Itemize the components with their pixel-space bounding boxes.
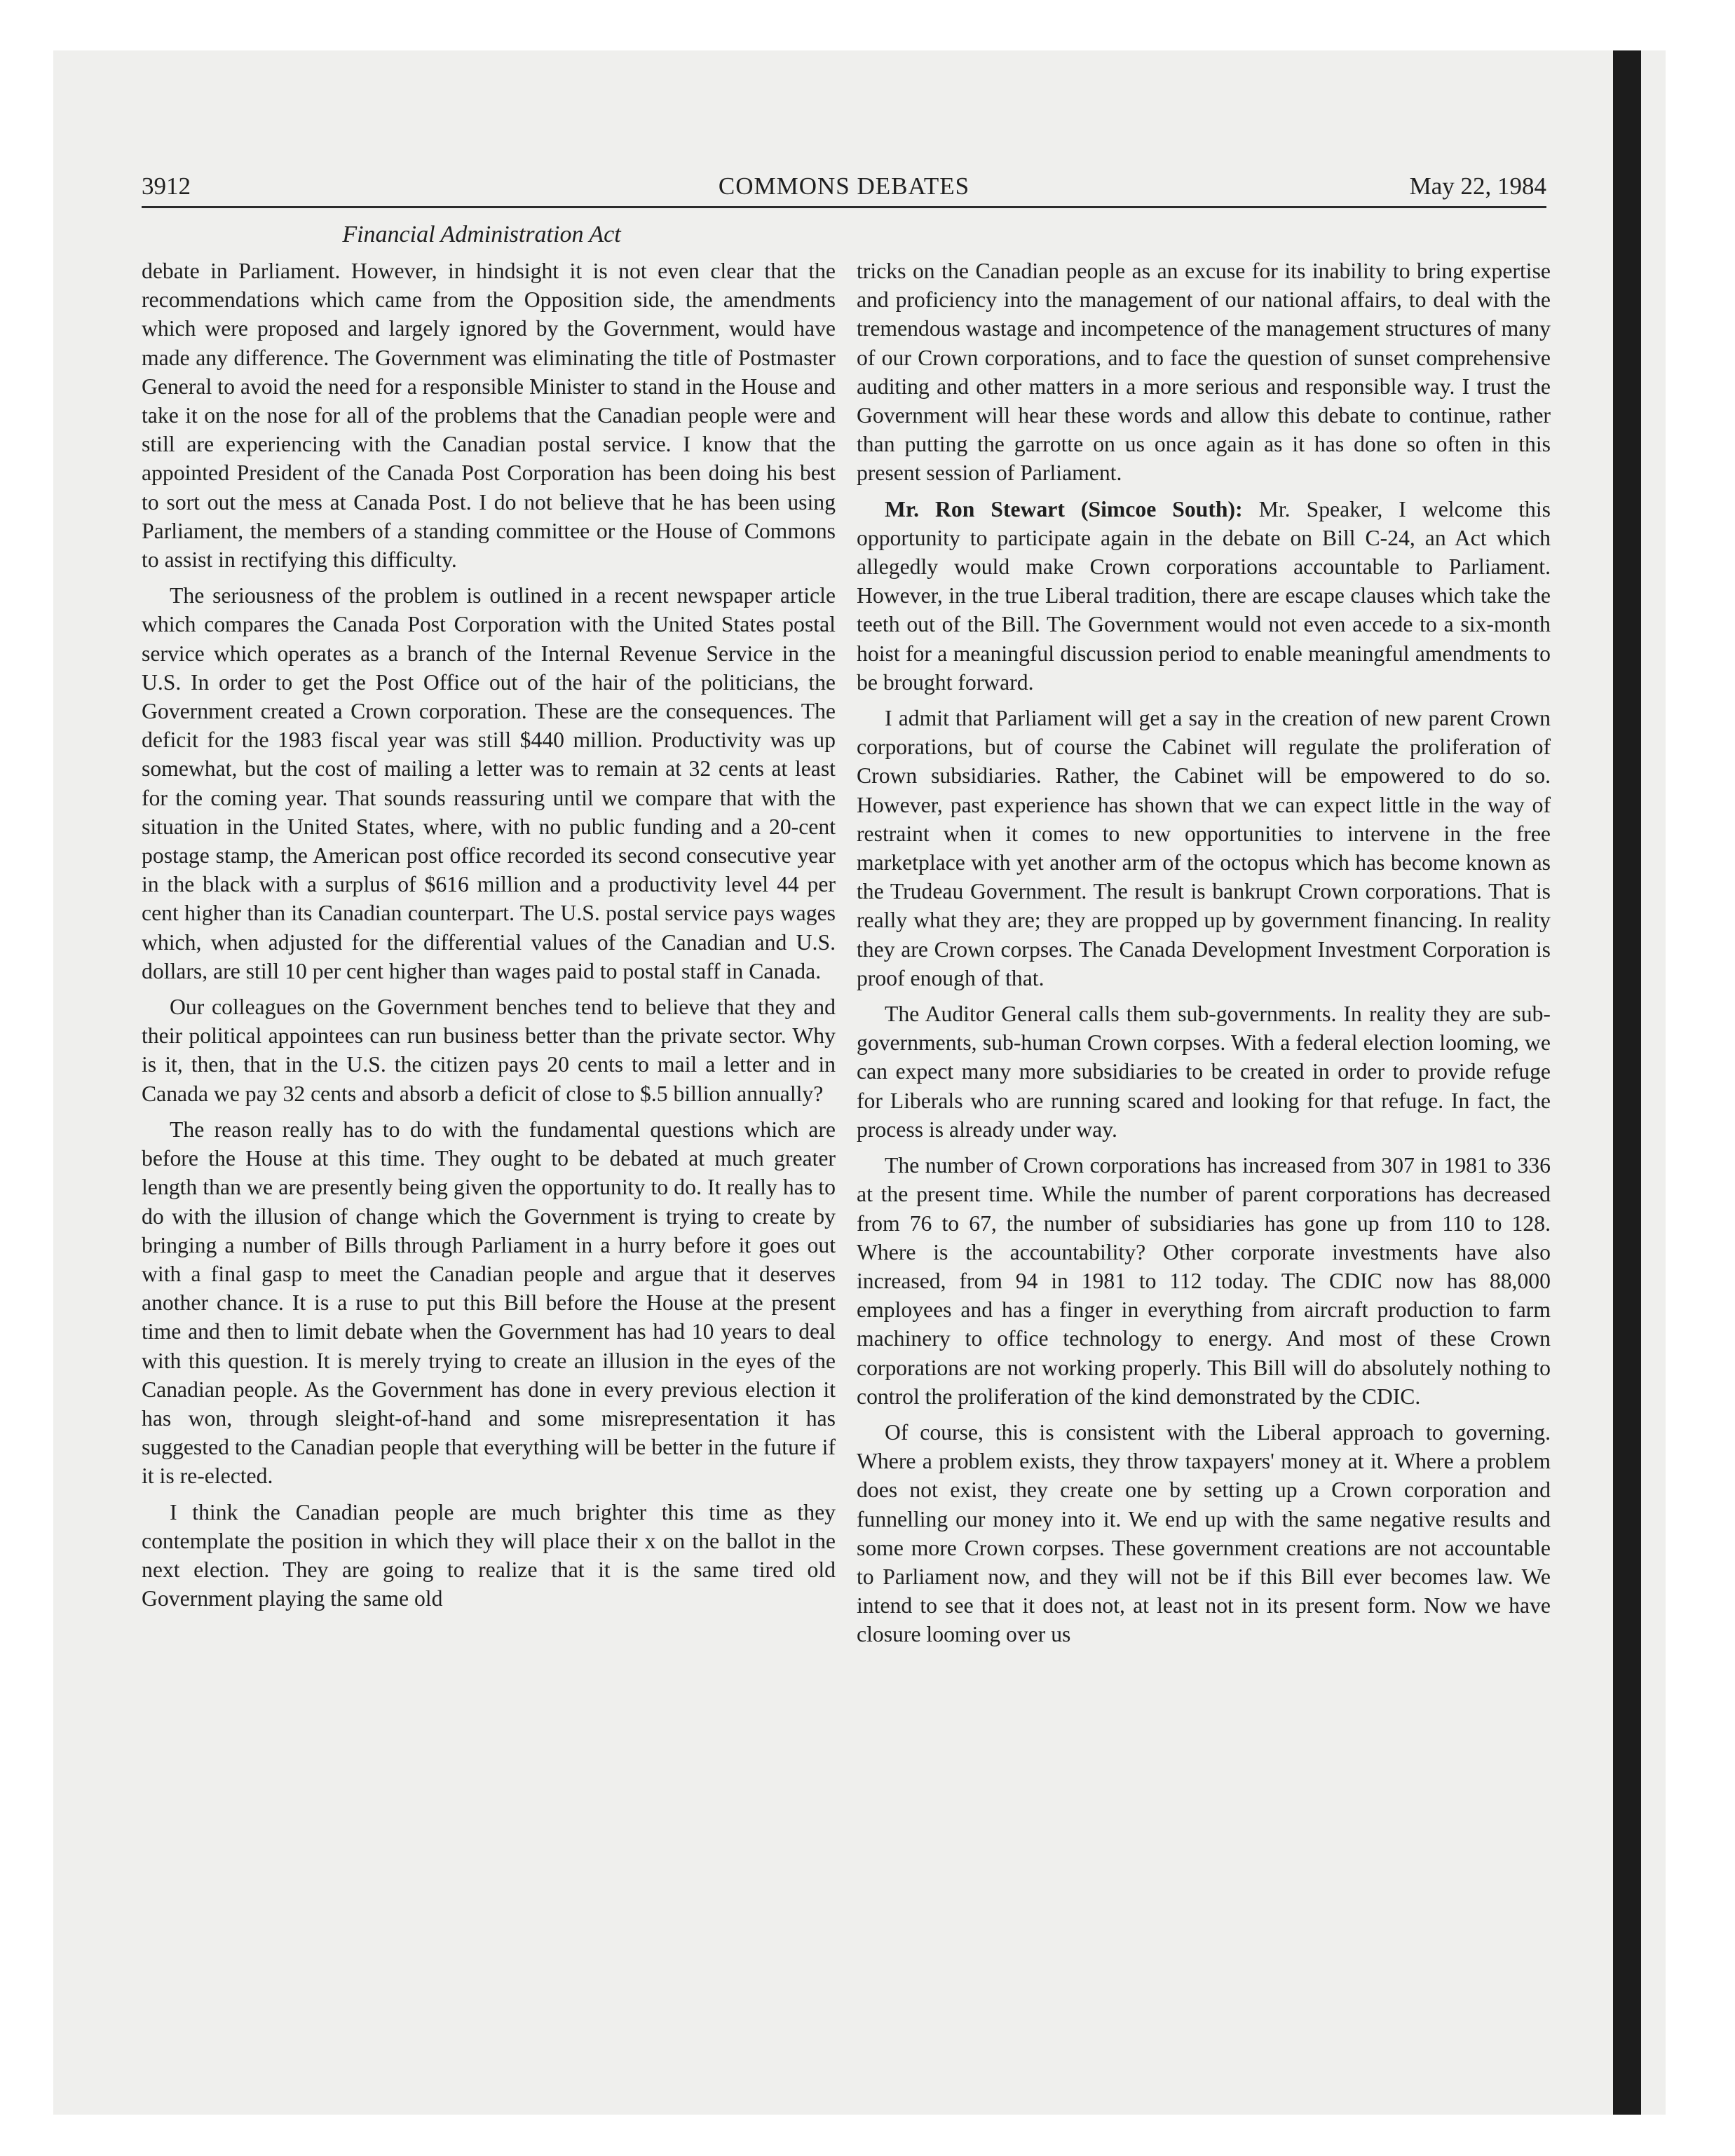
running-header bbox=[142, 160, 1546, 208]
paragraph: Of course, this is consistent with the Liberal approach to governing. Where a problem exists, they throw taxpayers' money at it. Where a problem does not exist, they create one by setting up a Crown corporation and funnelling our money into it. We end up with the same negative results and some more Crown corpses. These government creations are not accountable to Parliament now, and they will not be if this Bill ever becomes law. We intend to see that it does not, at least not in its present form. Now we have closure looming over us bbox=[857, 1419, 1551, 1647]
journal-title: COMMONS DEBATES bbox=[718, 172, 970, 200]
paragraph: The Auditor General calls them sub-governments. In reality they are sub-governments, sub-human Crown corpses. With a federal election looming, we can expect many more subsidiaries to be created in order to provide refuge for Liberals who are running scared and looking for that refuge. In fact, the process is already under way. bbox=[857, 1002, 1551, 1142]
paragraph: The seriousness of the problem is outlined in a recent newspaper article which compares the Canada Post Corporation with the United States postal service which operates as a branch of the Internal Revenue Service in the U.S. In order to get the Post Office out of the hair of the politicians, the Government created a Crown corporation. These are the consequences. The deficit for the 1983 fiscal year was still $440 million. Productivity was up somewhat, but the cost of mailing a letter was to remain at 32 cents at least for the coming year. That sounds reassuring until we compare that with the situation in the United States, where, with no public funding and a 20-cent postage stamp, the American post office recorded its second consecutive year in the black with a surplus of $616 million and a productivity level 44 per cent higher than its Canadian counterpart. The U.S. postal service pays wages which, when adjusted for the differential values of the Canadian and U.S. dollars, are still 10 per cent higher than wages paid to postal staff in Canada. bbox=[142, 583, 836, 983]
left-column bbox=[142, 257, 836, 1620]
speech-text: Mr. Speaker, I welcome this opportunity to participate again in the debate on Bill C-24, an Act which allegedly would make Crown corporations accountable to Parliament. However, in the true Liberal tradition, there are escape clauses which take the teeth out of the Bill. The Government would not even accede to a six-month hoist for a meaningful discussion period to enable meaningful amendments to be brought forward. bbox=[857, 496, 1551, 695]
paragraph: The number of Crown corporations has increased from 307 in 1981 to 336 at the present time. While the number of parent corporations has decreased from 76 to 67, the number of subsidiaries has gone up from 110 to 128. Where is the accountability? Other corporate investments have also increased, from 94 in 1981 to 112 today. The CDIC now has 88,000 employees and has a finger in everything from aircraft production to farm machinery to office technology to energy. And most of these Crown corporations are not working properly. This Bill will do absolutely nothing to control the proliferation of the kind demonstrated by the CDIC. bbox=[857, 1153, 1551, 1409]
binding-shadow bbox=[1613, 50, 1641, 2115]
paragraph: tricks on the Canadian people as an excuse for its inability to bring expertise and proficiency into the management of our national affairs, to deal with the tremendous wastage and incompetence of the management structures of many of our Crown corporations, and to face the question of sunset comprehensive auditing and other matters in a more serious and responsible way. I trust the Government will hear these words and allow this debate to continue, rather than putting the garrotte on us once again as it has done so often in this present session of Parliament. bbox=[857, 259, 1551, 486]
issue-date: May 22, 1984 bbox=[1409, 172, 1546, 200]
paragraph: Our colleagues on the Government benches tend to believe that they and their political appointees can run business better than the private sector. Why is it, then, that in the U.S. the citizen pays 20 cents to mail a letter and in Canada we pay 32 cents and absorb a deficit of close to $.5 billion annually? bbox=[142, 995, 836, 1106]
paragraph: I admit that Parliament will get a say in the creation of new parent Crown corporations, but of course the Cabinet will regulate the proliferation of Crown subsidiaries. Rather, the Cabinet will be empowered to do so. However, past experience has shown that we can expect little in the way of restraint when it comes to new opportunities to intervene in the free marketplace with yet another arm of the octopus which has become known as the Trudeau Government. The result is bankrupt Crown corporations. That is really what they are; they are propped up by government financing. In reality they are Crown corpses. The Canada Development Investment Corporation is proof enough of that. bbox=[857, 706, 1551, 990]
speech-paragraph bbox=[857, 495, 1551, 697]
page-number: 3912 bbox=[142, 172, 191, 200]
paragraph: The reason really has to do with the fundamental questions which are before the House at this time. They ought to be debated at much greater length than we are presently being given the opportunity to do. It really has to do with the illusion of change which the Government is trying to create by bringing a number of Bills through Parliament in a hurry before it goes out with a final gasp to meet the Canadian people and argue that it deserves another chance. It is a ruse to put this Bill before the House at the present time and then to limit debate when the Government has had 10 years to deal with this question. It is merely trying to create an illusion in the eyes of the Canadian people. As the Government has done in every previous election it has won, through sleight-of-hand and some misrepresentation it has suggested to the Canadian people that everything will be better in the future if it is re-elected. bbox=[142, 1117, 836, 1489]
paragraph: I think the Canadian people are much brighter this time as they contemplate the position in which they will place their x on the ballot in the next election. They are going to realize that it is the same tired old Government playing the same old bbox=[142, 1499, 836, 1611]
speaker-name: Mr. Ron Stewart (Simcoe South): bbox=[885, 496, 1243, 521]
paragraph: debate in Parliament. However, in hindsight it is not even clear that the recommendations which came from the Opposition side, the amendments which were proposed and largely ignored by the Government, would have made any difference. The Government was eliminating the title of Postmaster General to avoid the need for a responsible Minister to stand in the House and take it on the nose for all of the problems that the Canadian people were and still are experiencing with the Canadian postal service. I know that the appointed President of the Canada Post Corporation has been doing his best to sort out the mess at Canada Post. I do not believe that he has been using Parliament, the members of a standing committee or the House of Commons to assist in rectifying this difficulty. bbox=[142, 259, 836, 573]
right-column bbox=[857, 257, 1551, 1656]
section-title: Financial Administration Act bbox=[342, 221, 621, 247]
